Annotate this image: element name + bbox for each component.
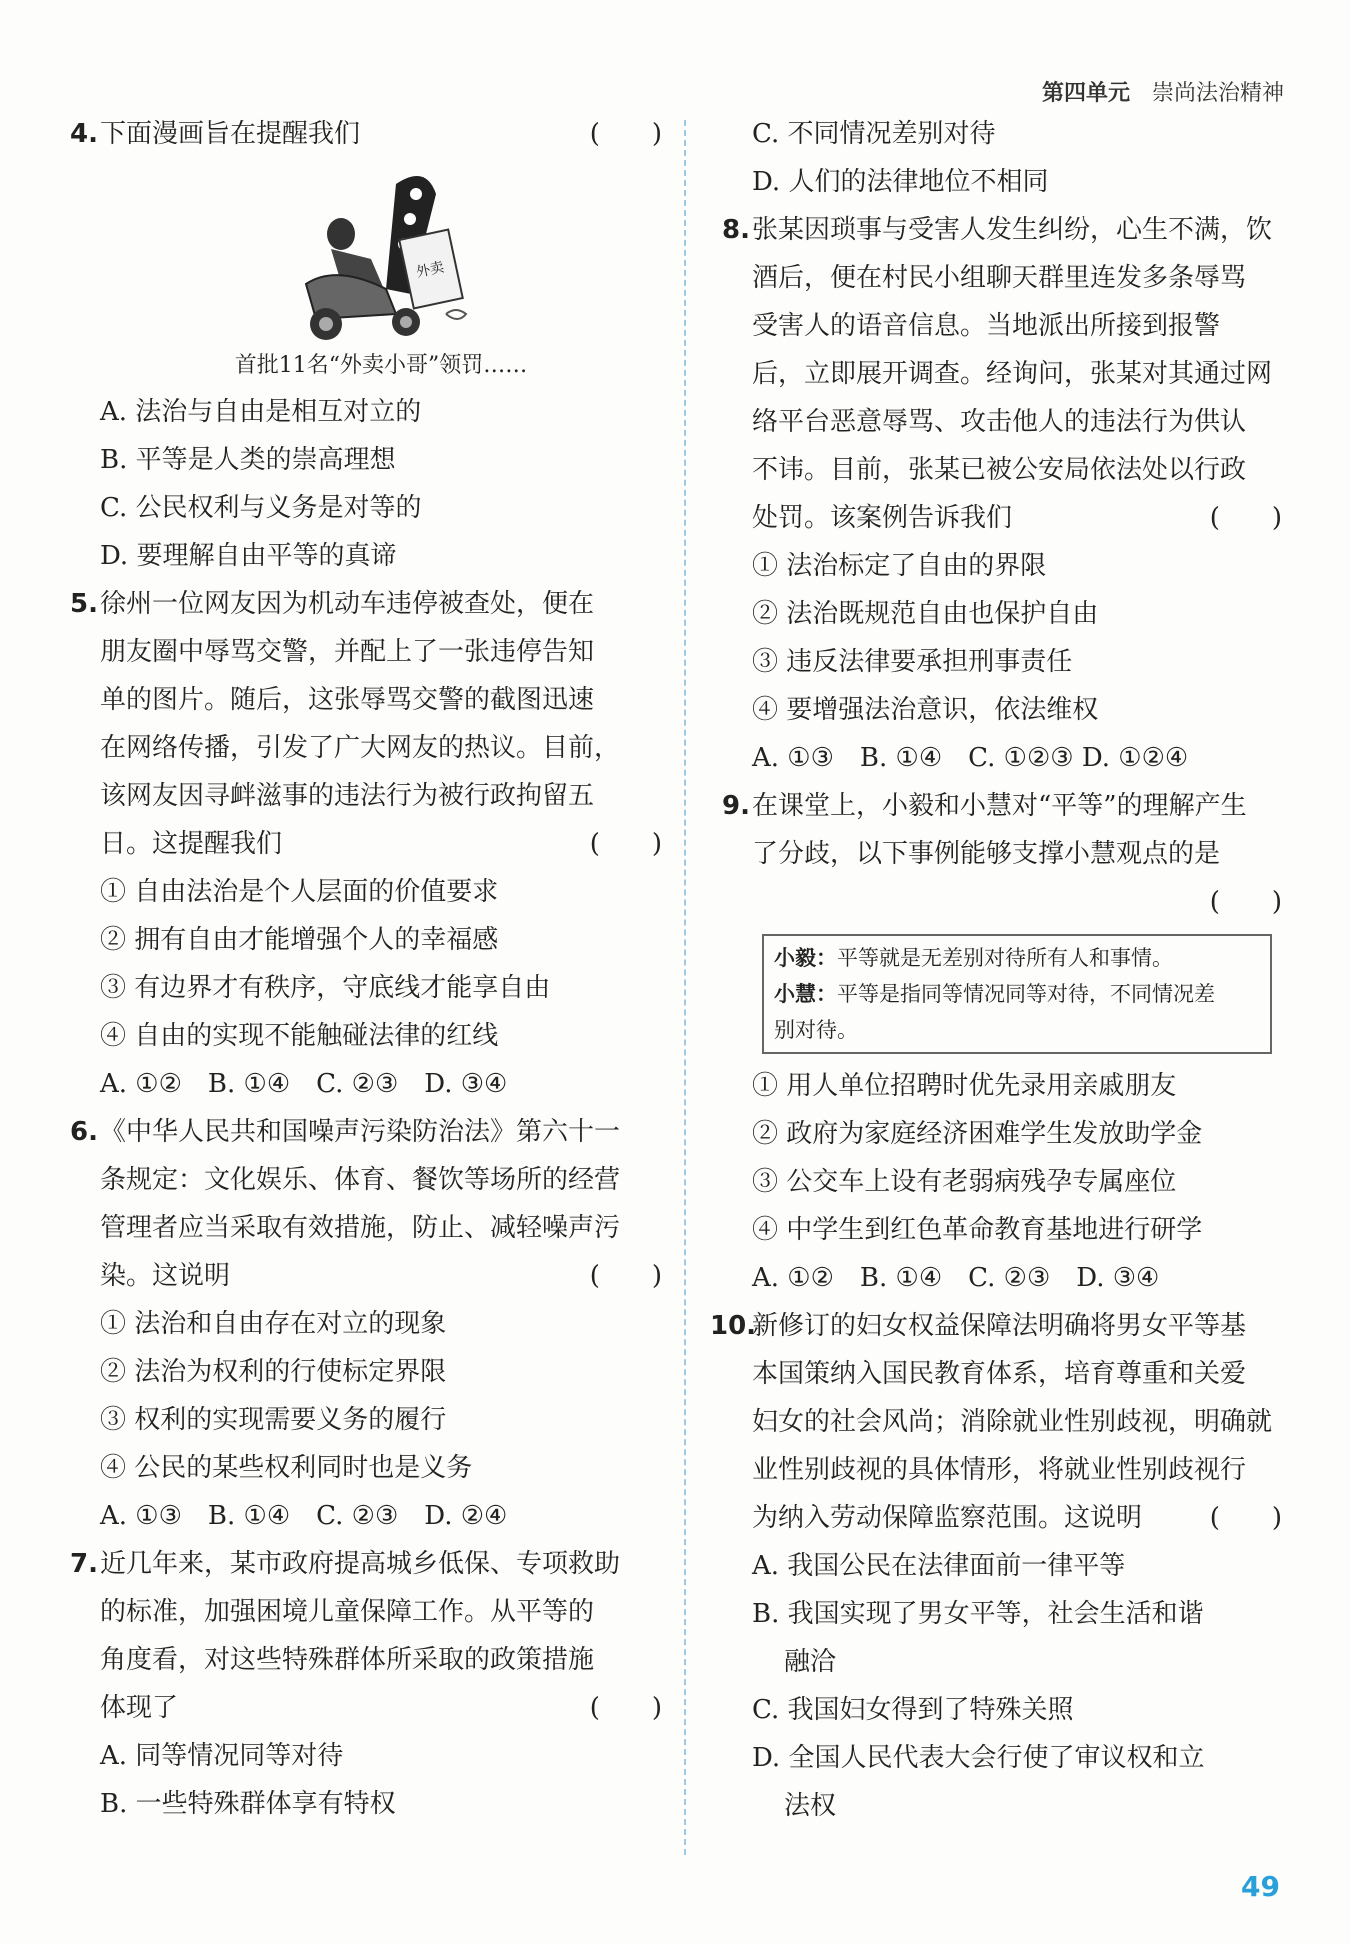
option-c: C. 不同情况差别对待 <box>752 119 996 149</box>
option-d: D. 全国人民代表大会行使了审议权和立 <box>752 1743 1205 1773</box>
option-d: D. 人们的法律地位不相同 <box>752 167 1049 197</box>
unit-label: 第四单元 <box>1041 81 1130 106</box>
stem-line: 徐州一位网友因为机动车违停被查处，便在 <box>100 589 595 619</box>
column-divider <box>684 120 686 1855</box>
stem-line: 受害人的语音信息。当地派出所接到报警 <box>752 311 1221 341</box>
stem-line: 染。这说明 <box>100 1261 231 1291</box>
answer-blank: ( ) <box>589 829 662 859</box>
stem-line: 络平台恶意辱骂、攻击他人的违法行为供认 <box>752 407 1247 437</box>
dialogue-box <box>762 934 1272 1054</box>
item-3: ③ 有边界才有秩序，守底线才能享自由 <box>100 973 551 1003</box>
option-a: A. 我国公民在法律面前一律平等 <box>752 1551 1126 1581</box>
stem-line: 妇女的社会风尚；消除就业性别歧视，明确就 <box>752 1407 1273 1437</box>
stem-line: 管理者应当采取有效措施，防止、减轻噪声污 <box>100 1213 621 1243</box>
item-4: ④ 自由的实现不能触碰法律的红线 <box>100 1021 499 1051</box>
option-a: A. 同等情况同等对待 <box>100 1741 344 1771</box>
stem-line: 《中华人民共和国噪声污染防治法》第六十一 <box>100 1117 621 1147</box>
option-c: C. 公民权利与义务是对等的 <box>100 493 422 523</box>
question-number: 5. <box>70 589 98 619</box>
unit-title: 崇尚法治精神 <box>1151 81 1284 106</box>
stem-line: 条规定：文化娱乐、体育、餐饮等场所的经营 <box>100 1165 621 1195</box>
speaker-xiaoyi: 小毅： <box>774 946 837 970</box>
cartoon-caption: 首批11名“外卖小哥”领罚…… <box>234 353 528 378</box>
stem-line: 在课堂上，小毅和小慧对“平等”的理解产生 <box>752 791 1247 821</box>
option-b-cont: 融洽 <box>784 1647 837 1677</box>
answer-choices: A. ①② B. ①④ C. ②③ D. ③④ <box>100 1069 508 1099</box>
answer-choices: A. ①② B. ①④ C. ②③ D. ③④ <box>752 1263 1160 1293</box>
option-d: D. 要理解自由平等的真谛 <box>100 541 397 571</box>
stem-line: 了分歧，以下事例能够支撑小慧观点的是 <box>752 839 1221 869</box>
stem-line: 处罚。该案例告诉我们 <box>752 503 1013 533</box>
speaker-xiaohui: 小慧： <box>774 982 837 1006</box>
stem-line: 朋友圈中辱骂交警，并配上了一张违停告知 <box>100 637 595 667</box>
item-1: ① 自由法治是个人层面的价值要求 <box>100 877 499 907</box>
answer-blank: ( ) <box>589 119 662 149</box>
answer-choices: A. ①③ B. ①④ C. ②③ D. ②④ <box>100 1501 508 1531</box>
option-b: B. 平等是人类的崇高理想 <box>100 445 396 475</box>
question-10 <box>710 1302 1282 1830</box>
option-b: B. 一些特殊群体享有特权 <box>100 1789 396 1819</box>
stem-line: 为纳入劳动保障监察范围。这说明 <box>752 1503 1143 1533</box>
left-column <box>70 110 662 1828</box>
question-9 <box>722 782 1282 1302</box>
stem-line: 的标准，加强困境儿童保障工作。从平等的 <box>100 1597 595 1627</box>
answer-blank: ( ) <box>1209 1503 1282 1533</box>
stem-line: 本国策纳入国民教育体系，培育尊重和关爱 <box>752 1359 1247 1389</box>
item-1: ① 法治标定了自由的界限 <box>752 551 1047 581</box>
item-3: ③ 权利的实现需要义务的履行 <box>100 1405 447 1435</box>
question-6 <box>70 1108 662 1540</box>
item-3: ③ 违反法律要承担刑事责任 <box>752 647 1073 677</box>
answer-blank: ( ) <box>1209 503 1282 533</box>
option-a: A. 法治与自由是相互对立的 <box>100 397 422 427</box>
page-header <box>1042 76 1284 107</box>
comic-box-label: 外卖 <box>414 259 446 281</box>
question-number: 4. <box>70 119 98 149</box>
item-2: ② 拥有自由才能增强个人的幸福感 <box>100 925 499 955</box>
stem-line: 近几年来，某市政府提高城乡低保、专项救助 <box>100 1549 621 1579</box>
answer-blank: ( ) <box>589 1693 662 1723</box>
stem-line: 体现了 <box>100 1693 179 1723</box>
question-number: 10. <box>710 1311 757 1341</box>
stem-line: 在网络传播，引发了广大网友的热议。目前， <box>100 733 621 763</box>
cartoon-image <box>276 164 486 344</box>
item-1: ① 用人单位招聘时优先录用亲戚朋友 <box>752 1071 1177 1101</box>
question-8 <box>722 206 1282 782</box>
question-number: 6. <box>70 1117 98 1147</box>
item-4: ④ 公民的某些权利同时也是义务 <box>100 1453 473 1483</box>
option-d-cont: 法权 <box>784 1791 837 1821</box>
question-number: 8. <box>722 215 750 245</box>
question-number: 9. <box>722 791 750 821</box>
stem-line: 该网友因寻衅滋事的违法行为被行政拘留五 <box>100 781 595 811</box>
item-3: ③ 公交车上设有老弱病残孕专属座位 <box>752 1167 1177 1197</box>
question-5 <box>70 580 662 1108</box>
answer-blank: ( ) <box>589 1261 662 1291</box>
item-2: ② 法治为权利的行使标定界限 <box>100 1357 447 1387</box>
stem-line: 张某因琐事与受害人发生纠纷，心生不满，饮 <box>752 215 1273 245</box>
question-4 <box>70 110 662 580</box>
stem-line: 不讳。目前，张某已被公安局依法处以行政 <box>752 455 1247 485</box>
stem-line: 单的图片。随后，这张辱骂交警的截图迅速 <box>100 685 595 715</box>
answer-choices: A. ①③ B. ①④ C. ①②③ D. ①②④ <box>752 743 1189 773</box>
speaker-text: 平等就是无差别对待所有人和事情。 <box>837 946 1173 970</box>
answer-blank: ( ) <box>1209 887 1282 917</box>
item-2: ② 法治既规范自由也保护自由 <box>752 599 1099 629</box>
option-c: C. 我国妇女得到了特殊关照 <box>752 1695 1074 1725</box>
question-stem: 下面漫画旨在提醒我们 <box>100 119 361 149</box>
item-4: ④ 中学生到红色革命教育基地进行研学 <box>752 1215 1203 1245</box>
page-number: 49 <box>1241 1870 1280 1903</box>
stem-line: 后，立即展开调查。经询问，张某对其通过网 <box>752 359 1273 389</box>
option-b: B. 我国实现了男女平等，社会生活和谐 <box>752 1599 1204 1629</box>
item-1: ① 法治和自由存在对立的现象 <box>100 1309 447 1339</box>
right-column <box>710 110 1282 1830</box>
stem-line: 角度看，对这些特殊群体所采取的政策措施 <box>100 1645 595 1675</box>
stem-line: 日。这提醒我们 <box>100 829 283 859</box>
speaker-text: 平等是指同等情况同等对待，不同情况差 <box>837 982 1215 1006</box>
speaker-text: 别对待。 <box>774 1018 858 1042</box>
stem-line: 新修订的妇女权益保障法明确将男女平等基 <box>752 1311 1247 1341</box>
item-4: ④ 要增强法治意识，依法维权 <box>752 695 1099 725</box>
stem-line: 业性别歧视的具体情形，将就业性别歧视行 <box>752 1455 1247 1485</box>
item-2: ② 政府为家庭经济困难学生发放助学金 <box>752 1119 1203 1149</box>
question-number: 7. <box>70 1549 98 1579</box>
question-7 <box>70 1540 662 1828</box>
stem-line: 酒后，便在村民小组聊天群里连发多条辱骂 <box>752 263 1247 293</box>
